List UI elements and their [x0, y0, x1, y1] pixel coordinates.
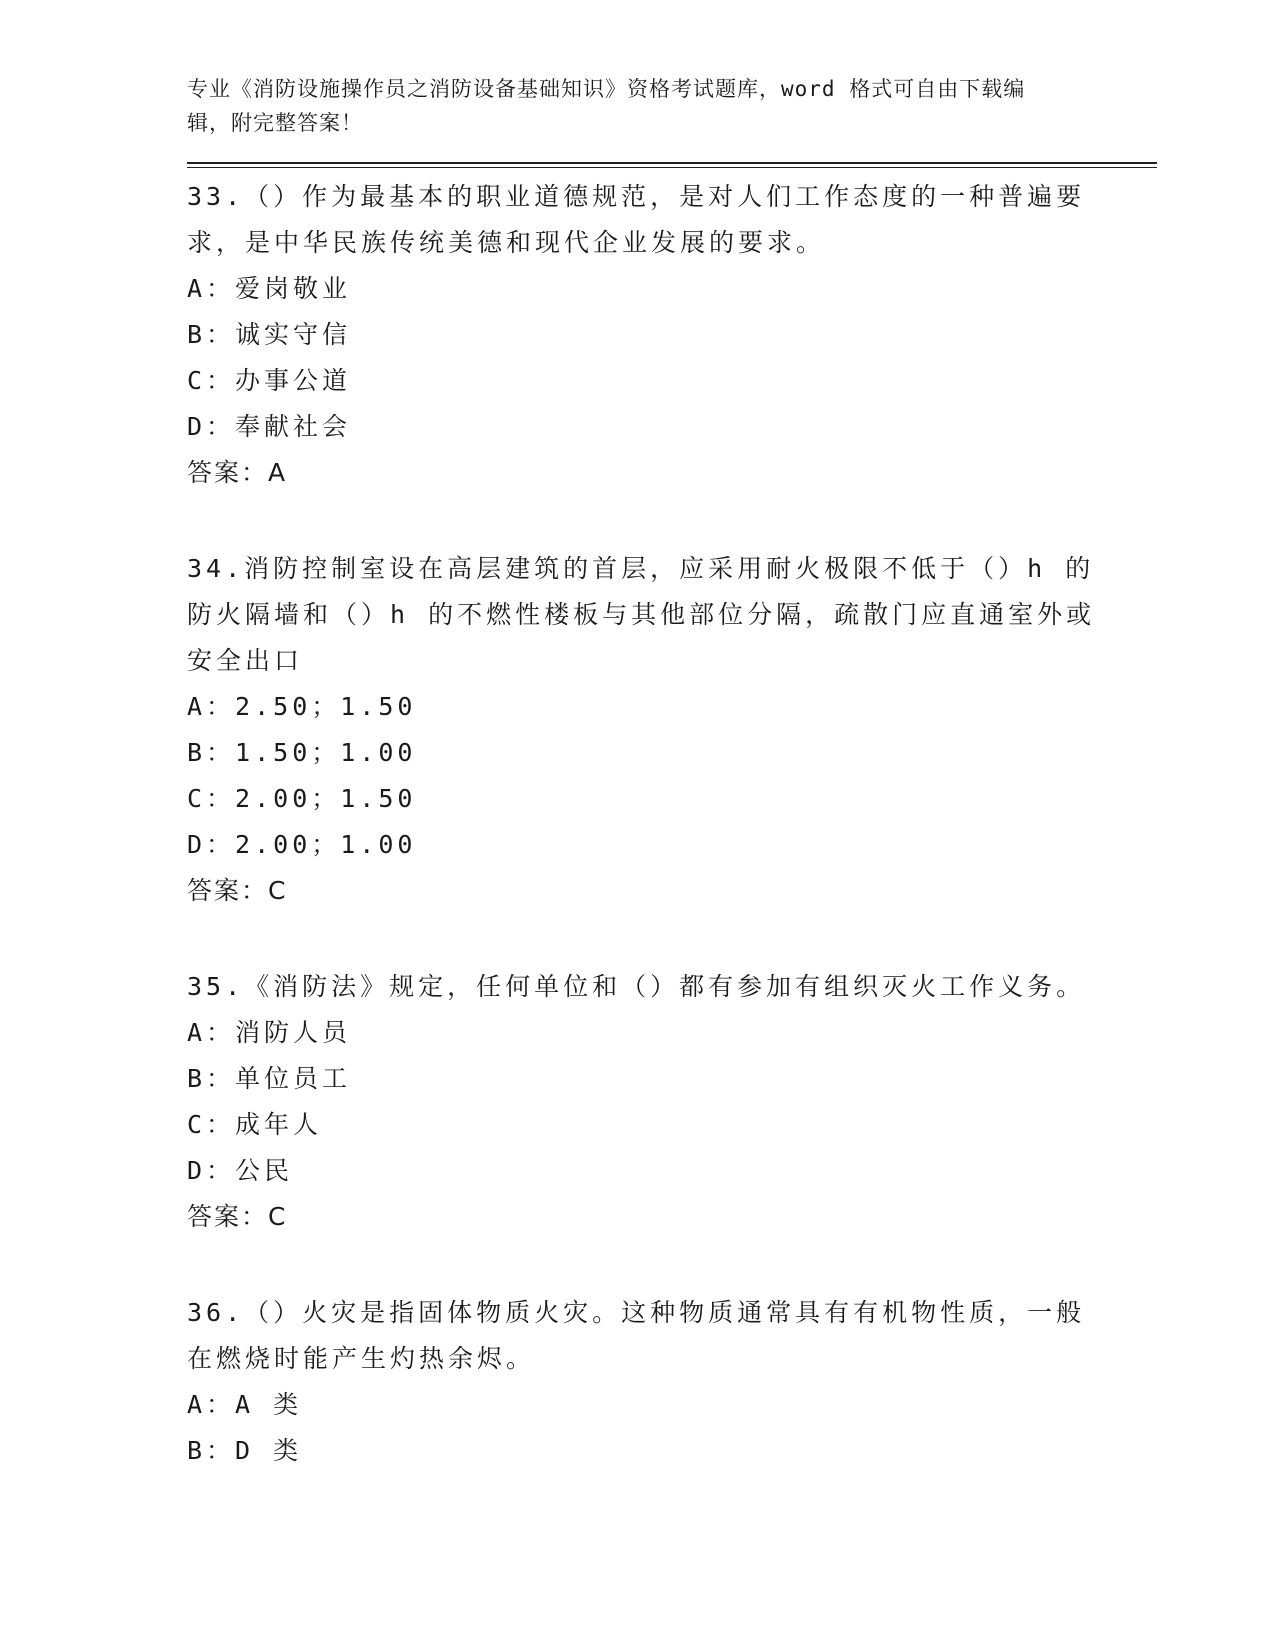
option-d: D：公民 [187, 1156, 294, 1185]
question-text: 35.《消防法》规定，任何单位和（）都有参加有组织灭火工作义务。 [187, 972, 1086, 1001]
option-b: B：1.50；1.00 [187, 738, 417, 767]
option-c: C：成年人 [187, 1110, 323, 1139]
option-d: D：2.00；1.00 [187, 830, 417, 859]
question-34 [187, 546, 1157, 914]
answer-line: 答案：A [187, 458, 288, 487]
answer-line: 答案：C [187, 1202, 288, 1231]
option-a: A：消防人员 [187, 1018, 352, 1047]
option-a: A：2.50；1.50 [187, 692, 417, 721]
option-d: D：奉献社会 [187, 412, 352, 441]
option-b: B：单位员工 [187, 1064, 352, 1093]
option-c: C：办事公道 [187, 366, 352, 395]
option-a: A：A 类 [187, 1390, 303, 1419]
question-text: 34.消防控制室设在高层建筑的首层，应采用耐火极限不低于（）h 的防火隔墙和（）h 的不燃性楼板与其他部位分隔，疏散门应直通室外或安全出口 [187, 554, 1096, 675]
option-b: B：D 类 [187, 1436, 303, 1465]
option-b: B：诚实守信 [187, 320, 352, 349]
answer-line: 答案：C [187, 876, 288, 905]
option-a: A：爱岗敬业 [187, 274, 352, 303]
header-divider [187, 162, 1157, 164]
question-text: 36.（）火灾是指固体物质火灾。这种物质通常具有有机物性质，一般在燃烧时能产生灼热余烬。 [187, 1298, 1086, 1373]
option-c: C：2.00；1.50 [187, 784, 417, 813]
question-35 [187, 964, 1157, 1240]
question-text: 33.（）作为最基本的职业道德规范，是对人们工作态度的一种普遍要求，是中华民族传统美德和现代企业发展的要求。 [187, 182, 1086, 257]
document-header: 专业《消防设施操作员之消防设备基础知识》资格考试题库，word 格式可自由下载编辑，附完整答案！ [187, 77, 1026, 135]
question-36 [187, 1290, 1157, 1474]
document-page [187, 72, 1157, 1474]
question-33 [187, 174, 1157, 496]
